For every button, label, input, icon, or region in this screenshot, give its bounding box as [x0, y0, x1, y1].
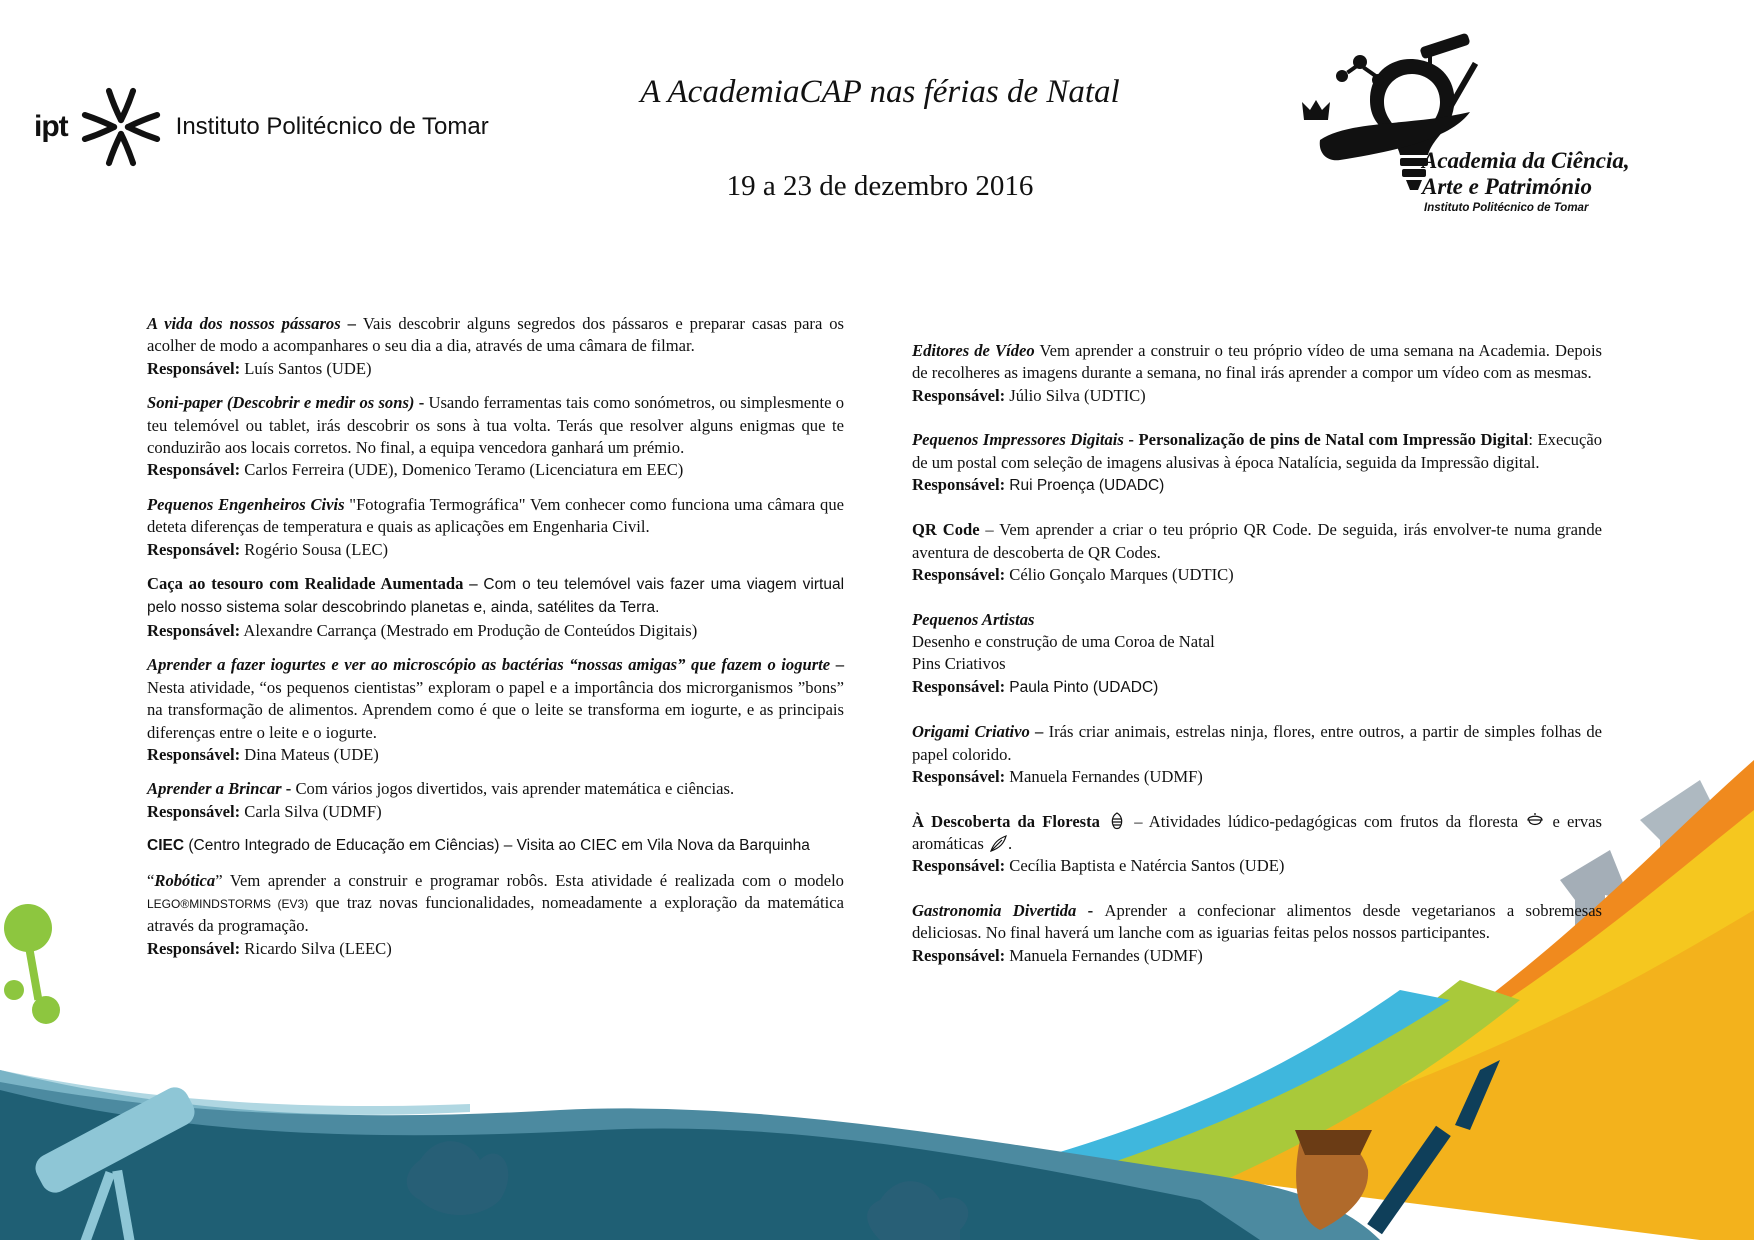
- responsible-label: Responsável:: [912, 767, 1006, 787]
- activity-description: Irás criar animais, estrelas ninja, flores, entre outros, a partir de simples folhas de papel colorido.: [912, 722, 1602, 764]
- activity-description: Vem aprender a construir o teu próprio vídeo de uma semana na Academia. Depois de recolheres as imagens durante a semana, no final irás aprender a compor um vídeo com as mesmas.: [912, 341, 1603, 383]
- activity-description: Com vários jogos divertidos, vais aprender matemática e ciências.: [295, 779, 735, 799]
- responsible-name: Alexandre Carrança (Mestrado em Produção de Conteúdos Digitais): [243, 620, 698, 640]
- activity-description: Vem aprender a criar o teu próprio QR Code. De seguida, irás envolver-te numa grande aventura de descoberta de QR Codes.: [912, 520, 1602, 562]
- activity-description: : Execução de um postal com seleção de imagens alusivas à época Natalícia, seguida da Impressão digital.: [912, 430, 1603, 472]
- activity-entry: À Descoberta da Floresta – Atividades lúdico-pedagógicas com frutos da floresta e ervas aromáticas . Responsável: Cecília Baptista e Natércia Santos (UDE): [912, 811, 1602, 876]
- activity-title: Pequenos Impressores Digitais: [912, 430, 1124, 450]
- activity-entry: Caça ao tesouro com Realidade Aumentada – Com o teu telemóvel vais fazer uma viagem virtual pelo nosso sistema solar descobrindo planetas e, ainda, satélites da Terra. Responsável: Alexandre Carrança (Mestrado em Produção de Conteúdos Digitais): [147, 574, 845, 640]
- responsible-label: Responsável:: [147, 938, 241, 958]
- responsible-label: Responsável:: [912, 385, 1006, 405]
- responsible-name: Carlos Ferreira (UDE), Domenico Teramo (Licenciatura em EEC): [244, 460, 684, 480]
- responsible-label: Responsável:: [147, 460, 241, 480]
- ipt-abbreviation: ipt: [34, 110, 68, 143]
- activity-title: À Descoberta da Floresta: [912, 811, 1100, 831]
- activity-title: Origami Criativo: [912, 722, 1030, 742]
- lego-model-name: LEGO®MINDSTORMS (EV3): [147, 896, 309, 911]
- ipt-institution-name: Instituto Politécnico de Tomar: [175, 113, 489, 140]
- responsible-name: Carla Silva (UDMF): [244, 801, 382, 821]
- activity-entry: Soni-paper (Descobrir e medir os sons) - Usando ferramentas tais como sonómetros, ou simplesmente o teu telemóvel ou tablet, irás descobrir os sons à tua volta. Terás que resolver alguns enigmas que te conduzirão aos locais corretos. No final, a equipa vencedora ganhará um prémio. Responsável: Carlos Ferreira (UDE), Domenico Teramo (Licenciatura em EEC): [147, 393, 844, 480]
- document-dates: 19 a 23 de dezembro 2016: [726, 170, 1034, 202]
- activity-title: Gastronomia Divertida: [912, 900, 1077, 920]
- responsible-label: Responsável:: [912, 856, 1006, 876]
- activity-title: Aprender a Brincar: [147, 779, 282, 799]
- activity-title: A vida dos nossos pássaros: [147, 314, 341, 333]
- responsible-name: Paula Pinto (UDADC): [1009, 678, 1159, 696]
- responsible-label: Responsável:: [912, 475, 1006, 495]
- responsible-name: Rogério Sousa (LEC): [244, 539, 389, 559]
- academy-name-line1: Academia da Ciência,: [1422, 148, 1630, 173]
- activity-line: Pins Criativos: [912, 654, 1006, 674]
- activity-entry: [147, 835, 844, 857]
- academy-name-line2: Arte e Património: [1422, 174, 1592, 199]
- activity-entry: Aprender a Brincar - Com vários jogos divertidos, vais aprender matemática e ciências. Responsável: Carla Silva (UDMF): [147, 779, 735, 821]
- responsible-name: Ricardo Silva (LEEC): [244, 938, 392, 958]
- responsible-name: Luís Santos (UDE): [244, 358, 372, 378]
- activity-entry: Pequenos Impressores Digitais - Personalização de pins de Natal com Impressão Digital: Execução de um postal com seleção de imagens alusivas à época Natalícia, seguida da Impressão digital. Responsável: Rui Proença (UDADC): [912, 430, 1603, 495]
- right-activities-column: [912, 340, 1602, 989]
- responsible-label: Responsável:: [912, 945, 1006, 965]
- responsible-name: Célio Gonçalo Marques (UDTIC): [1009, 565, 1234, 585]
- responsible-name: Cecília Baptista e Natércia Santos (UDE): [1009, 856, 1285, 876]
- academy-logo: [1300, 30, 1660, 230]
- responsible-name: Manuela Fernandes (UDMF): [1009, 767, 1203, 787]
- activity-entry: “Robótica” Vem aprender a construir e programar robôs. Esta atividade é realizada com o modelo LEGO®MINDSTORMS (EV3) que traz novas funcionalidades, nomeadamente a exploração da matemática através da programação. Responsável: Ricardo Silva (LEEC): [147, 870, 844, 958]
- activity-title: Pequenos Engenheiros Civis: [147, 494, 345, 514]
- academy-bulb-logo-icon: [1300, 30, 1500, 230]
- academy-subtitle: Instituto Politécnico de Tomar: [1424, 202, 1589, 214]
- responsible-label: Responsável:: [912, 565, 1006, 585]
- molecule-decoration-icon: [0, 890, 70, 1050]
- activity-entry: Origami Criativo – Irás criar animais, estrelas ninja, flores, entre outros, a partir de simples folhas de papel colorido. Responsável: Manuela Fernandes (UDMF): [912, 722, 1602, 787]
- responsible-label: Responsável:: [147, 358, 241, 378]
- activity-title: CIEC: [147, 837, 185, 855]
- activity-title: Caça ao tesouro com Realidade Aumentada: [147, 574, 464, 594]
- activity-description: Nesta atividade, “os pequenos cientistas” exploram o papel e a importância dos microrganismos ”bons” na transformação de alimentos. Aprendem como é que o leite se transforma em iogurte, e as principais diferenças entre o leite e o iogurte.: [147, 677, 844, 742]
- activity-entry: A vida dos nossos pássaros – Vais descobrir alguns segredos dos pássaros e preparar casas para os acolher de modo a acompanhares o seu dia a dia, através de uma câmara de filmar. Responsável: Luís Santos (UDE): [147, 314, 844, 378]
- responsible-label: Responsável:: [147, 801, 241, 821]
- activity-entry: [912, 609, 1602, 700]
- ipt-star-icon: [78, 84, 164, 170]
- activity-title: QR Code: [912, 520, 980, 540]
- responsible-label: Responsável:: [912, 676, 1006, 696]
- activity-entry: [912, 340, 1602, 407]
- activity-description: Aprender a confecionar alimentos desde vegetarianos a sobremesas deliciosas. No final haverá um lanche com as iguarias feitas pelos nossos participantes.: [912, 900, 1603, 943]
- pine-cone-icon: [1107, 811, 1127, 831]
- responsible-label: Responsável:: [147, 620, 241, 640]
- activity-description: Usando ferramentas tais como sonómetros, ou simplesmente o teu telemóvel ou tablet, irás descobrir os sons à tua volta. Terás que resolver alguns enigmas que te conduzirão aos locais corretos. No final, a equipa vencedora ganhará um prémio.: [147, 393, 844, 458]
- activity-entry: Gastronomia Divertida - Aprender a confecionar alimentos desde vegetarianos a sobremesas deliciosas. No final haverá um lanche com as iguarias feitas pelos nossos participantes. Responsável: Manuela Fernandes (UDMF): [912, 900, 1603, 965]
- activity-description: – Atividades lúdico-pedagógicas com frutos da floresta: [1127, 811, 1526, 831]
- activity-description: Com o teu telemóvel vais fazer uma viagem virtual pelo nosso sistema solar descobrindo planetas e, ainda, satélites da Terra.: [147, 576, 845, 617]
- responsible-name: Dina Mateus (UDE): [244, 744, 379, 764]
- activity-line: Desenho e construção de uma Coroa de Natal: [912, 632, 1215, 652]
- activity-description: Vem aprender a construir e programar robôs. Esta atividade é realizada com o modelo: [229, 870, 844, 890]
- responsible-name: Júlio Silva (UDTIC): [1009, 385, 1146, 405]
- activity-title: Pequenos Artistas: [912, 609, 1035, 629]
- acorn-icon: [1525, 811, 1545, 831]
- document-title: A AcademiaCAP nas férias de Natal: [640, 74, 1120, 110]
- activity-title: Robótica: [154, 870, 216, 890]
- activity-title: Soni-paper (Descobrir e medir os sons): [147, 393, 415, 413]
- responsible-label: Responsável:: [147, 539, 241, 559]
- activity-description: (Centro Integrado de Educação em Ciências) – Visita ao CIEC em Vila Nova da Barquinha: [188, 837, 810, 855]
- herb-leaf-icon: [988, 833, 1008, 853]
- left-activities-column: [147, 313, 844, 972]
- ipt-logo: [34, 82, 514, 172]
- responsible-name: Rui Proença (UDADC): [1009, 477, 1165, 495]
- activity-title: Editores de Vídeo: [912, 341, 1035, 360]
- activity-subtitle: Personalização de pins de Natal com Impressão Digital: [1138, 430, 1529, 450]
- activity-entry: [147, 494, 844, 561]
- responsible-name: Manuela Fernandes (UDMF): [1009, 945, 1203, 965]
- activity-title: Aprender a fazer iogurtes e ver ao microscópio as bactérias “nossas amigas” que fazem o iogurte: [147, 655, 831, 675]
- activity-description: "Fotografia Termográfica" Vem conhecer como funciona uma câmara que deteta diferenças de temperatura e quais as aplicações em Engenharia Civil.: [147, 494, 844, 537]
- activity-description: Vais descobrir alguns segredos dos pássaros e preparar casas para os acolher de modo a acompanhares o seu dia a dia, através de uma câmara de filmar.: [147, 314, 844, 356]
- activity-entry: QR Code – Vem aprender a criar o teu próprio QR Code. De seguida, irás envolver-te numa grande aventura de descoberta de QR Codes. Responsável: Célio Gonçalo Marques (UDTIC): [912, 520, 1602, 585]
- activity-entry: Aprender a fazer iogurtes e ver ao microscópio as bactérias “nossas amigas” que fazem o iogurte – Nesta atividade, “os pequenos cientistas” exploram o papel e a importância dos microrganismos ”bons” na transformação de alimentos. Aprendem como é que o leite se transforma em iogurte, e as principais diferenças entre o leite e o iogurte. Responsável: Dina Mateus (UDE): [147, 655, 844, 764]
- responsible-label: Responsável:: [147, 744, 241, 764]
